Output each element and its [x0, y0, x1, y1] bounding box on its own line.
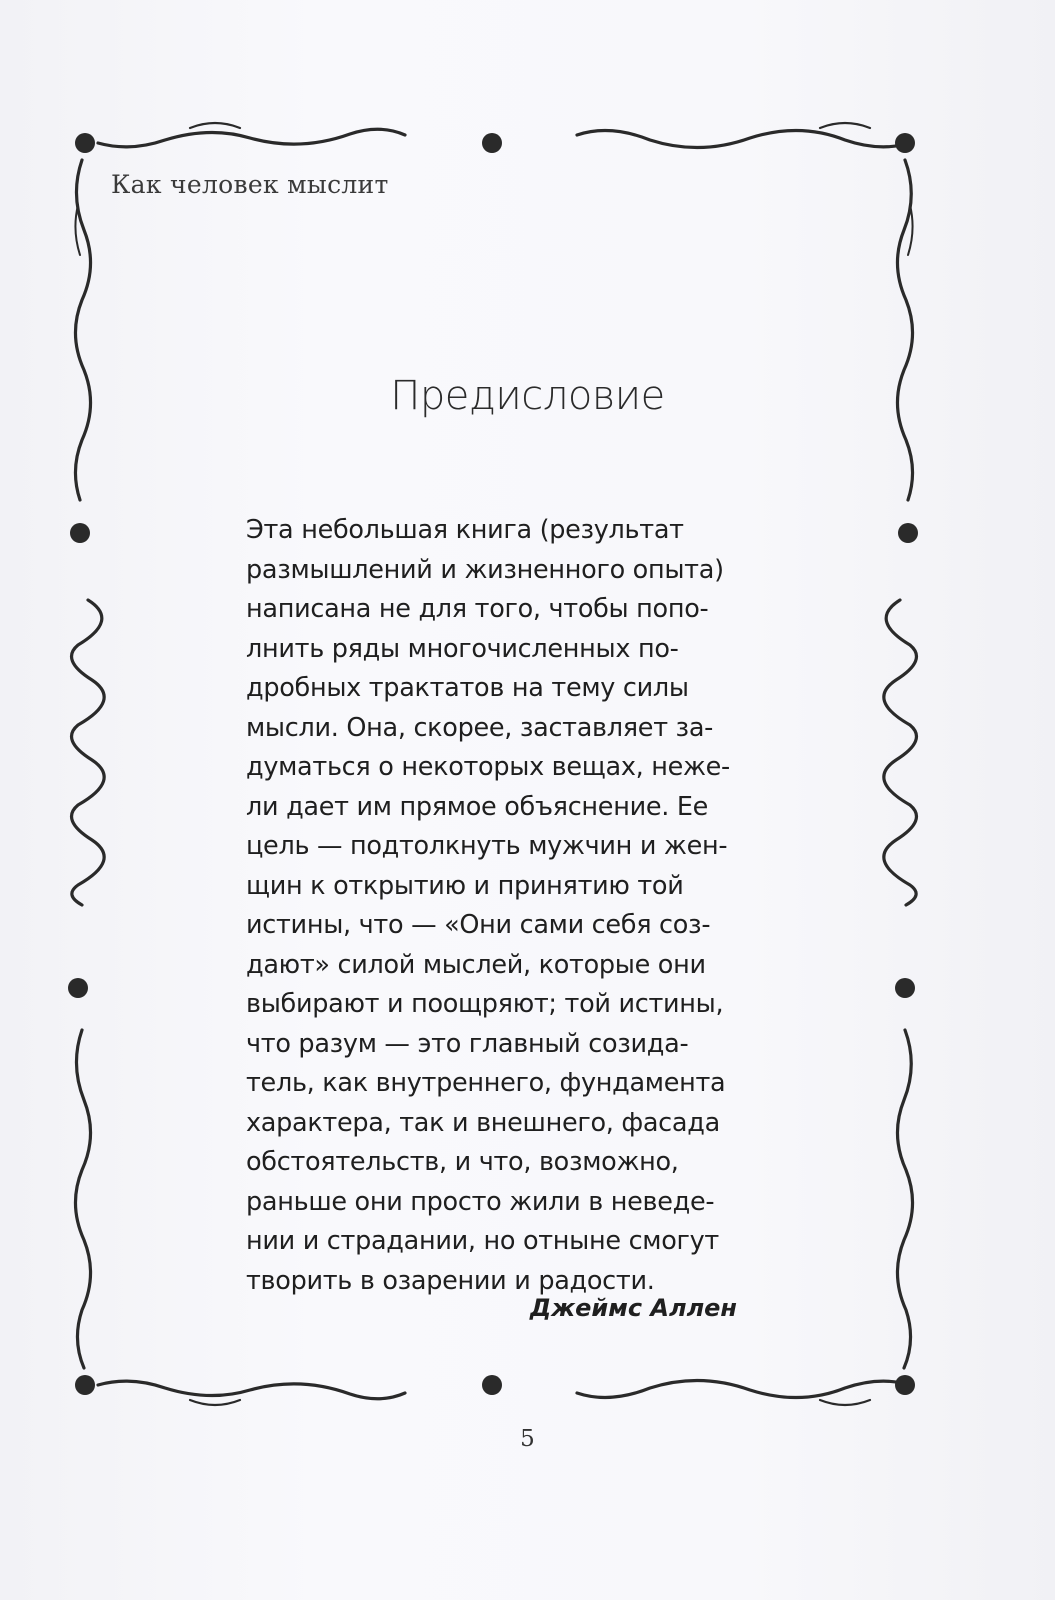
- text-line: раньше они просто жили в неведе-: [246, 1186, 715, 1217]
- text-line: дают» силой мыслей, которые они: [246, 949, 706, 980]
- running-head: Как человек мыслит: [111, 170, 389, 199]
- dot-mid-left-upper: [70, 523, 90, 543]
- dot-bottom-left: [75, 1375, 95, 1395]
- top-left-flourish: [98, 129, 405, 147]
- right-lower-wave: [897, 1030, 912, 1368]
- text-line: ли дает им прямое объяснение. Ее: [246, 791, 709, 822]
- text-line: нии и страдании, но отныне смогут: [246, 1226, 719, 1256]
- text-line: характера, так и внешнего, фасада: [246, 1107, 720, 1138]
- left-middle-zigzag: [72, 600, 105, 905]
- text-line: размышлений и жизненного опыта): [246, 554, 724, 585]
- left-lower-wave: [75, 1030, 90, 1368]
- text-line: что разум — это главный созида-: [246, 1028, 689, 1059]
- text-line: дробных трактатов на тему силы: [246, 673, 689, 703]
- page-number: 5: [520, 1426, 535, 1452]
- top-right-flourish: [577, 130, 910, 147]
- dot-mid-left-lower: [68, 978, 88, 998]
- author-signature: Джеймс Аллен: [529, 1294, 737, 1322]
- text-line: написана не для того, чтобы попо-: [246, 594, 709, 624]
- bottom-right-flourish: [577, 1380, 910, 1397]
- right-middle-zigzag: [884, 600, 917, 905]
- dot-bottom-center: [482, 1375, 502, 1395]
- text-line: выбирают и поощряют; той истины,: [246, 989, 724, 1019]
- dot-bottom-right: [895, 1375, 915, 1395]
- chapter-title: Предисловие: [390, 373, 665, 419]
- text-line: цель — подтолкнуть мужчин и жен-: [246, 831, 728, 861]
- dot-top-left: [75, 133, 95, 153]
- text-line: щин к открытию и принятию той: [246, 870, 684, 901]
- text-line: лнить ряды многочисленных по-: [246, 633, 679, 664]
- text-line: обстоятельств, и что, возможно,: [246, 1147, 679, 1177]
- preface-text: [246, 511, 786, 1301]
- dot-mid-right-upper: [898, 523, 918, 543]
- text-line: тель, как внутреннего, фундамента: [246, 1068, 726, 1098]
- text-line: творить в озарении и радости.: [246, 1265, 655, 1296]
- text-line: думаться о некоторых вещах, неже-: [246, 752, 730, 782]
- text-line: истины, что — «Они сами себя соз-: [246, 910, 711, 940]
- dot-top-center: [482, 133, 502, 153]
- text-line: Эта небольшая книга (результат: [246, 515, 684, 545]
- bottom-left-flourish: [98, 1381, 405, 1399]
- dot-top-right: [895, 133, 915, 153]
- text-line: мысли. Она, скорее, заставляет за-: [246, 712, 714, 743]
- dot-mid-right-lower: [895, 978, 915, 998]
